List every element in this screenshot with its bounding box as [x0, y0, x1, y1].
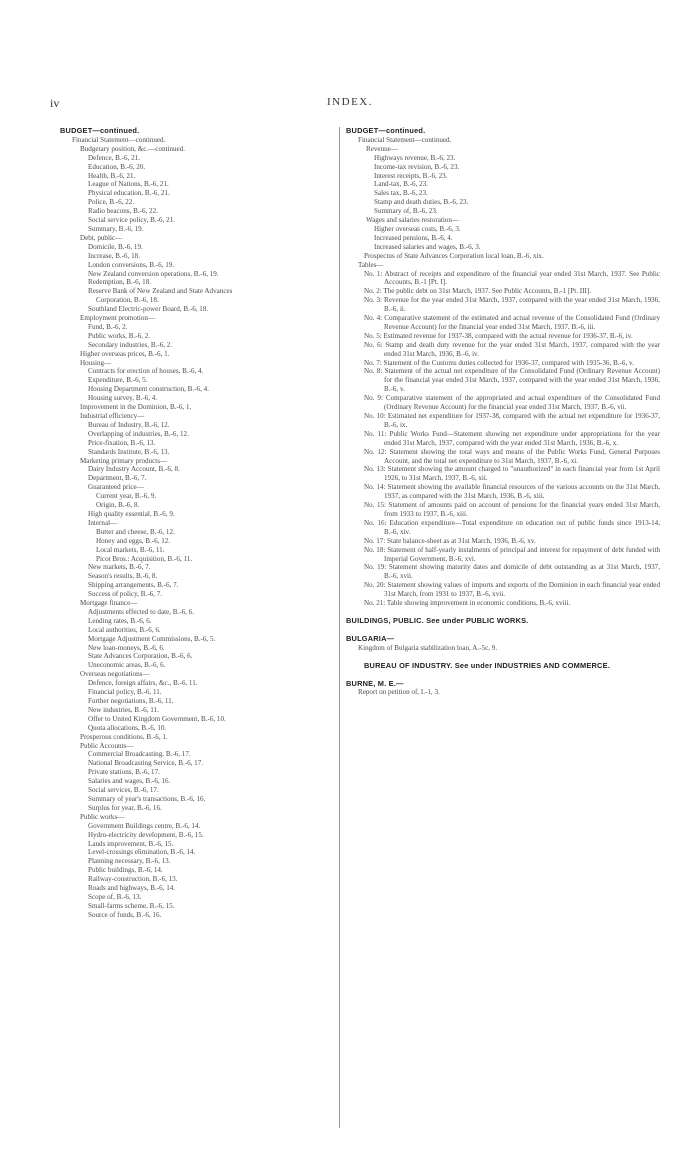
index-entry: Defence, B.-6, 21.: [88, 153, 141, 162]
index-entry: Public buildings, B.-6, 14.: [88, 866, 163, 875]
index-entry: No. 9: Comparative statement of the appropriated and actual expenditure of the Consolidated Fund (Ordinary Revenue Account) for the financial year ended 31st March, 1937, B.-6, vii.: [364, 394, 660, 412]
index-entry: Financial policy, B.-6, 11.: [88, 688, 162, 697]
index-entry: Radio beacons, B.-6, 22.: [88, 207, 158, 216]
index-entry: Debt, public—: [80, 233, 123, 242]
index-entry: Local authorities, B.-6, 6.: [88, 625, 161, 634]
index-entry: Public Accounts—: [80, 741, 134, 750]
index-entry: Corporation, B.-6, 18.: [96, 296, 159, 305]
index-entry: Revenue—: [366, 144, 398, 153]
index-entry: Expenditure, B.-6, 5.: [88, 376, 148, 385]
index-entry: No. 7: Statement of the Customs duties collected for 1936-37, compared with 1935-36, B.-6, v.: [364, 358, 634, 367]
index-entry: Financial Statement—continued.: [358, 135, 452, 144]
index-entry: Kingdom of Bulgaria stabilization loan, A.-5c, 9.: [358, 643, 498, 652]
index-entry: Highways revenue, B.-6, 23.: [374, 153, 456, 162]
index-entry: Income-tax revision, B.-6, 23.: [374, 162, 460, 171]
index-entry: No. 3: Revenue for the year ended 31st March, 1937, compared with the year ended 31st March, 1936, B.-6, ii.: [364, 296, 660, 314]
index-entry: Uneconomic areas, B.-6, 6.: [88, 661, 166, 670]
index-entry: Summary of year's transactions, B.-6, 16.: [88, 794, 206, 803]
index-entry: Secondary industries, B.-6, 2.: [88, 340, 173, 349]
index-entry: Marketing primary products—: [80, 456, 168, 465]
index-entry: No. 10: Estimated net expenditure for 1937-38, compared with the actual net expenditure for 1936-37, B.-6, ix.: [364, 412, 660, 429]
index-entry: Wages and salaries restoration—: [366, 216, 459, 225]
column-divider: [339, 127, 340, 1128]
index-entry: Social service policy, B.-6, 21.: [88, 216, 176, 225]
index-heading: BUREAU OF INDUSTRY. See under INDUSTRIES AND COMMERCE.: [364, 660, 610, 670]
index-entry: Success of policy, B.-6, 7.: [88, 590, 163, 599]
index-entry: State Advances Corporation, B.-6, 6.: [88, 652, 193, 661]
index-entry: Scope of, B.-6, 13.: [88, 892, 142, 901]
index-heading: BUDGET—continued.: [60, 126, 140, 135]
index-entry: Roads and highways, B.-6, 14.: [88, 884, 176, 893]
index-entry: Offer to United Kingdom Government, B.-6, 10.: [88, 714, 226, 723]
index-entry: Reserve Bank of New Zealand and State Advances: [88, 287, 233, 296]
index-entry: Higher overseas prices, B.-6, 1.: [80, 349, 170, 358]
index-entry: No. 11: Public Works Fund—Statement showing net expenditure under appropriations for the year ended 31st March, 1937, compared with the year ended 31st March, 1936, B.-6, x.: [364, 429, 660, 447]
index-entry: Prospectus of State Advances Corporation local loan, B.-6, xix.: [364, 251, 544, 260]
index-entry: No. 15: Statement of amounts paid on account of pensions for the financial years ended 31st March, from 1933 to 1937, B.-6, xiii.: [364, 501, 660, 518]
index-entry: National Broadcasting Service, B.-6, 17.: [88, 759, 204, 768]
index-entry: Increased salaries and wages, B.-6, 3.: [374, 242, 481, 251]
index-entry: Budgetary position, &c.—continued.: [80, 144, 186, 153]
index-entry: Government Buildings centre, B.-6, 14.: [88, 821, 201, 830]
index-entry: Small-farms scheme, B.-6, 15.: [88, 901, 175, 910]
index-column-left: [60, 127, 340, 920]
index-entry: Redemption, B.-6, 18.: [88, 278, 152, 287]
index-entry: Public works, B.-6, 2.: [88, 331, 151, 340]
index-entry: Southland Electric-power Board, B.-6, 18.: [88, 305, 209, 314]
index-entry: Shipping arrangements, B.-6, 7.: [88, 581, 179, 590]
index-entry: Tables—: [358, 260, 384, 269]
index-entry: New loan-moneys, B.-6, 6.: [88, 643, 165, 652]
index-entry: No. 17: State balance-sheet as at 31st March, 1936, B.-6, xv.: [364, 536, 536, 545]
index-entry: Mortgage Adjustment Commissions, B.-6, 5.: [88, 634, 216, 643]
index-entry: Fund, B.-6, 2.: [88, 322, 128, 331]
index-entry: Prosperous conditions, B.-6, 1.: [80, 732, 168, 741]
index-entry: Interest receipts, B.-6, 23.: [374, 171, 448, 180]
index-entry: Public works—: [80, 812, 125, 821]
index-entry: Social services, B.-6, 17.: [88, 786, 159, 795]
index-entry: Employment promotion—: [80, 314, 156, 323]
index-entry: Overlapping of industries, B.-6, 12.: [88, 429, 189, 438]
index-entry: Current year, B.-6, 9.: [96, 492, 157, 501]
page-number: iv: [50, 96, 60, 110]
index-entry: Sales tax, B.-6, 23.: [374, 189, 428, 198]
index-entry: Internal—: [88, 518, 118, 527]
index-column-right: [346, 127, 660, 697]
index-entry: Report on petition of, I.-1, 3.: [358, 688, 440, 697]
index-entry: High quality essential, B.-6, 9.: [88, 509, 175, 518]
index-entry: No. 12: Statement showing the total ways and means of the Public Works Fund, General Purposes Account, and the total net expenditure to 31st March, 1937, B.-6, xi.: [364, 447, 660, 465]
index-entry: Level-crossings elimination, B.-6, 14.: [88, 848, 196, 857]
index-entry: No. 5: Estimated revenue for 1937-38, compared with the actual revenue for 1936-37, B.-6, iv.: [364, 331, 633, 340]
index-entry: Increased pensions, B.-6, 4.: [374, 233, 453, 242]
index-entry: Housing survey, B.-6, 4.: [88, 394, 158, 403]
index-entry: Source of funds, B.-6, 16.: [88, 910, 162, 919]
index-entry: Dairy Industry Account, B.-6, 8.: [88, 465, 180, 474]
index-entry: Higher overseas costs, B.-6, 3.: [374, 224, 461, 233]
index-entry: No. 2: The public debt on 31st March, 1937. See Public Accounts, B.-1 [Pt. III].: [364, 287, 592, 296]
index-entry: No. 1: Abstract of receipts and expenditure of the financial year ended 31st March, 1937. See Public Accounts, B.-1 [Pt. I].: [364, 269, 660, 287]
index-entry: London conversions, B.-6, 19.: [88, 260, 175, 269]
index-entry: Police, B.-6, 22.: [88, 198, 135, 207]
index-entry: Picot Bros.: Acquisition, B.-6, 11.: [96, 554, 193, 563]
index-entry: No. 19: Statement showing maturity dates and domicile of debt outstanding as at 31st March, 1937, B.-6, xvii.: [364, 563, 660, 581]
index-entry: Industrial efficiency—: [80, 412, 145, 420]
index-entry: Origin, B.-6, 8.: [96, 501, 140, 510]
index-entry: New markets, B.-6, 7.: [88, 563, 151, 572]
index-entry: Honey and eggs, B.-6, 12.: [96, 536, 171, 545]
index-entry: No. 16: Education expenditure—Total expenditure on education out of public funds since 1913-14, B.-6, xiv.: [364, 518, 660, 536]
index-entry: Salaries and wages, B.-6, 16.: [88, 777, 171, 786]
index-entry: Improvement in the Dominion, B.-6, 1.: [80, 403, 192, 412]
index-entry: No. 13: Statement showing the amount charged to "unauthorized" in each financial year from 1st April 1926, to 31st March, 1937, B.-6, xii.: [364, 465, 660, 483]
index-entry: Railway-construction, B.-6, 13.: [88, 875, 178, 884]
index-entry: Surplus for year, B.-6, 16.: [88, 803, 162, 812]
index-entry: New industries, B.-6, 11.: [88, 705, 159, 714]
index-entry: Lands improvement, B.-6, 15.: [88, 839, 174, 848]
index-heading: BULGARIA—: [346, 633, 395, 643]
index-entry: Butter and cheese, B.-6, 12.: [96, 527, 175, 536]
index-entry: Guaranteed price—: [88, 483, 144, 492]
index-entry: New Zealand conversion operations, B.-6, 19.: [88, 269, 219, 278]
index-entry: Summary, B.-6, 19.: [88, 224, 144, 233]
index-entry: Local markets, B.-6, 11.: [96, 545, 165, 554]
index-entry: Stamp and death duties, B.-6, 23.: [374, 198, 469, 207]
index-entry: Quota allocations, B.-6, 10.: [88, 723, 167, 732]
index-entry: No. 4: Comparative statement of the estimated and actual revenue of the Consolidated Fund (Ordinary Revenue Account) for the financial year ended 31st March, 1937, B.-6, iii.: [364, 314, 660, 331]
index-entry: League of Nations, B.-6, 21.: [88, 180, 169, 189]
index-entry: Further negotiations, B.-6, 11.: [88, 697, 174, 705]
index-entry: Housing Department construction, B.-6, 4.: [88, 385, 209, 394]
index-entry: No. 18: Statement of half-yearly instalments of principal and interest for repayment of debt funded with Imperial Government, B.-6, xvi.: [364, 545, 660, 563]
index-entry: Department, B.-6, 7.: [88, 474, 147, 483]
index-heading: BUDGET—continued.: [346, 126, 426, 135]
index-entry: Health, B.-6, 21.: [88, 171, 136, 180]
index-entry: Contracts for erection of houses, B.-6, 4.: [88, 367, 204, 376]
index-heading: BURNE, M. E.—: [346, 678, 404, 688]
index-entry: Adjustments effected to date, B.-6, 6.: [88, 607, 195, 616]
index-entry: No. 8: Statement of the actual net expenditure of the Consolidated Fund (Ordinary Revenue Account) for the financial year ended 31st March, 1937, compared with the year ended 31st March, 1936, B.-6, v.: [364, 367, 660, 394]
index-entry: Planning necessary, B.-6, 13.: [88, 857, 171, 866]
index-entry: Financial Statement—continued.: [72, 135, 166, 144]
index-entry: Commercial Broadcasting, B.-6, 17.: [88, 750, 191, 759]
index-entry: Increase, B.-6, 18.: [88, 251, 141, 260]
index-entry: Price-fixation, B.-6, 13.: [88, 438, 156, 447]
index-entry: Mortgage finance—: [80, 599, 138, 608]
index-entry: Physical education, B.-6, 21.: [88, 189, 170, 198]
index-entry: Hydro-electricity development, B.-6, 15.: [88, 830, 204, 839]
index-entry: Housing—: [80, 358, 112, 367]
index-entry: Domicile, B.-6, 19.: [88, 242, 143, 251]
index-entry: No. 20: Statement showing values of imports and exports of the Dominion in each financial year ended 31st March, from 1931 to 1937, B.-6, xvii.: [364, 581, 660, 599]
index-entry: Overseas negotiations—: [80, 670, 150, 679]
index-entry: Lending rates, B.-6, 6.: [88, 616, 152, 625]
index-entry: Bureau of Industry, B.-6, 12.: [88, 420, 170, 429]
index-entry: Education, B.-6, 20.: [88, 162, 146, 171]
index-entry: No. 21: Table showing improvement in economic conditions, B.-6, xviii.: [364, 599, 571, 608]
index-entry: No. 6: Stamp and death duty revenue for the year ended 31st March, 1937, compared with the year ended 31st March, 1936, B.-6, iv.: [364, 340, 660, 358]
index-entry: Defence, foreign affairs, &c., B.-6, 11.: [88, 679, 198, 688]
index-entry: Standards Institute, B.-6, 13.: [88, 447, 170, 456]
index-entry: Season's results, B.-6, 8.: [88, 572, 158, 581]
index-entry: No. 14: Statement showing the available financial resources of the various accounts on the 31st March, 1937, as compared with the 31st March, 1936, B.-6, xiii.: [364, 483, 660, 501]
index-heading: BUILDINGS, PUBLIC. See under PUBLIC WORKS.: [346, 615, 529, 625]
index-entry: Land-tax, B.-6, 23.: [374, 180, 428, 189]
page-title: INDEX.: [327, 96, 373, 108]
index-entry: Private stations, B.-6, 17.: [88, 768, 160, 777]
index-entry: Summary of, B.-6, 23.: [374, 207, 438, 216]
